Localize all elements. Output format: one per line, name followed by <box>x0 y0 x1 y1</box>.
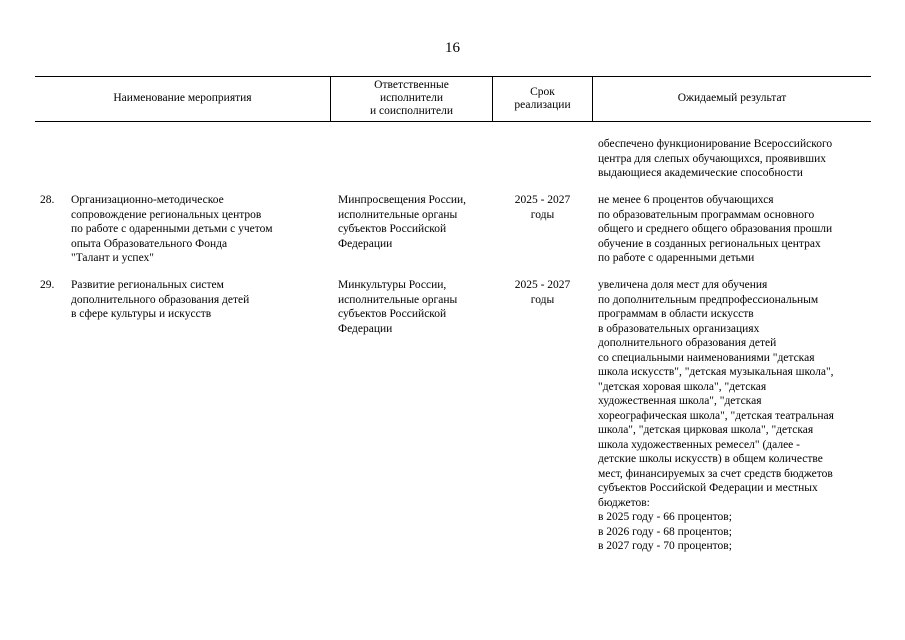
row-name: Организационно-методическое сопровождение региональных центров по работе с одаренными детьми с учетом опыта Образовательного Фонда "Талант и успех" <box>71 194 273 264</box>
row-name: Развитие региональных систем дополнительного образования детей в сфере культуры и искусств <box>71 279 250 320</box>
row-number: 28. <box>40 194 55 206</box>
row-result: увеличена доля мест для обучения по дополнительным предпрофессиональным программам в области искусств в образовательных организациях дополнительного образования детей со специальными наименованиями "детская школа искусств", "детская музыкальная школа", "детская хоровая школа", "детская художественная школа", "детская хореографическая школа", "детская театральная школа", "детская цирковая школа", "детская школа художественных ремесел" (далее - детские школы искусств) в общем количестве мест, финансируемых за счет средств бюджетов субъектов Российской Федерации и местных бюджетов: в 2025 году - 66 процентов; в 2026 году - 68 процентов; в 2027 году - 70 процентов; <box>598 279 834 552</box>
row-term: 2025 - 2027 годы <box>514 194 571 221</box>
continuation-result: обеспечено функционирование Всероссийского центра для слепых обучающихся, проявивших выдающиеся академические способности <box>598 138 833 179</box>
row-number: 29. <box>40 279 55 291</box>
column-header-term: Срок реализации <box>514 85 571 111</box>
column-header-executors: Ответственные исполнители и соисполнители <box>370 79 453 117</box>
row-executors: Минпросвещения России, исполнительные органы субъектов Российской Федерации <box>338 194 467 250</box>
row-executors: Минкультуры России, исполнительные органы субъектов Российской Федерации <box>338 279 458 335</box>
column-header-result: Ожидаемый результат <box>677 92 787 104</box>
column-header-name: Наименование мероприятия <box>113 92 252 104</box>
row-result: не менее 6 процентов обучающихся по образовательным программам основного общего и среднего общего образования прошли обучение в созданных региональных центрах по работе с одаренными детьми <box>598 194 833 264</box>
page-number: 16 <box>445 40 460 56</box>
header-bottom-rule <box>35 121 871 122</box>
row-term: 2025 - 2027 годы <box>514 279 571 306</box>
